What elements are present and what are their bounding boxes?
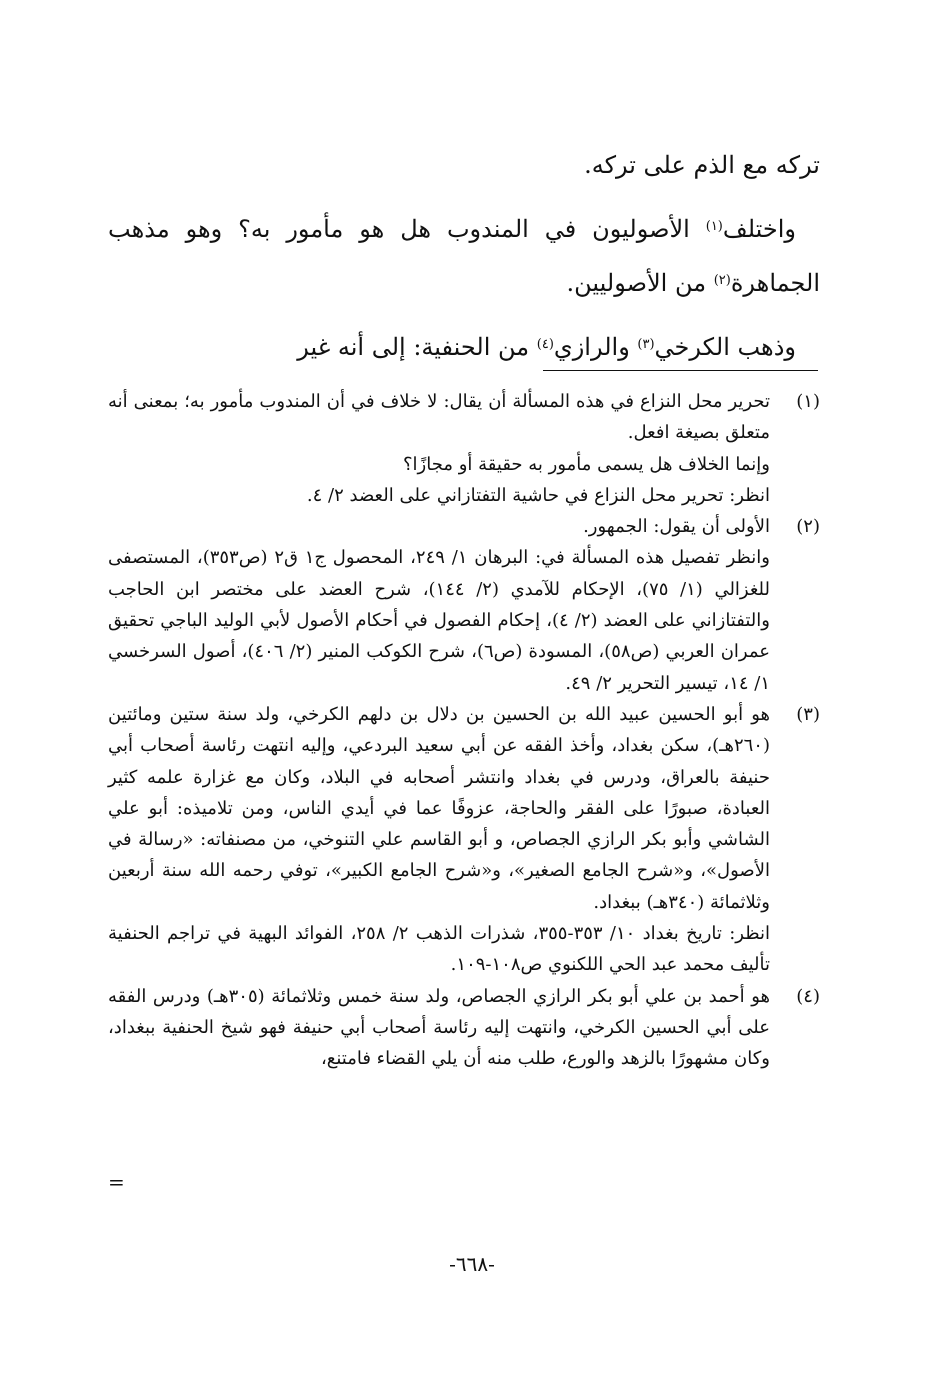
footnote-number: (٤) <box>796 985 820 1007</box>
footnote-4 <box>108 981 820 1075</box>
footnote-ref-1[interactable]: (١) <box>705 219 723 234</box>
footnote-number: (٢) <box>796 516 820 538</box>
main-paragraph-3 <box>108 320 820 374</box>
main-text <box>108 138 820 374</box>
footnote-3 <box>108 699 820 981</box>
main-text-span: الأصوليون في المندوب هل هو مأمور به؟ وهو مذهب الجماهرة <box>108 215 820 297</box>
footnote-paragraph: وانظر تفصيل هذه المسألة في: البرهان ١/ ٢٤٩، المحصول ج١ ق٢ (ص٣٥٣)، المستصفى للغزالي (١/ ٧٥)، الإحكام للآمدي (٢/ ١٤٤)، شرح العضد على مختصر ابن الحاجب والتفتازاني على العضد (٢/ ٤)، إحكام الفصول في أحكام الأصول لأبي الوليد الباجي تحقيق عمران العربي (ص٥٨)، المسودة (ص٦)، شرح الكوكب المنير (٢/ ٤٠٦)، أصول السرخسي ١/ ١٤، تيسير التحرير ٢/ ٤٩. <box>108 547 771 694</box>
footnote-ref-4[interactable]: (٤) <box>536 337 554 352</box>
footnote-1 <box>108 386 820 511</box>
main-text-span: من الحنفية: إلى أنه غير <box>297 333 537 361</box>
footnote-paragraph: هو أبو الحسين عبيد الله بن الحسين بن دلال بن دلهم الكرخي، ولد سنة ستين ومائتين (٢٦٠هـ)، سكن بغداد، وأخذ الفقه عن أبي سعيد البردعي، وإليه انتهت رئاسة أصحاب أبي حنيفة بالعراق، ودرس في بغداد وانتشر أصحابه في البلاد، وكان مع غزارة علمه كثير العبادة، صبورًا على الفقر والحاجة، عزوفًا عما في أيدي الناس، ومن تلاميذه: أبو علي الشاشي وأبو بكر الرازي الجصاص، و أبو القاسم علي التنوخي، من مصنفاته: «رسالة في الأصول»، و«شرح الجامع الصغير»، و«شرح الجامع الكبير»، توفي رحمه الله سنة أربعين وثلاثمائة (٣٤٠هـ) ببغداد. <box>108 703 770 913</box>
footnote-paragraph: الأولى أن يقول: الجمهور. <box>583 516 770 538</box>
main-text-span: واختلف <box>722 215 796 243</box>
page-number: -٦٦٨- <box>449 1252 495 1276</box>
footnotes <box>108 386 820 1075</box>
main-text-span: من الأصوليين. <box>566 269 714 297</box>
footnote-separator <box>543 370 818 371</box>
main-text-span: والرازي <box>553 333 638 361</box>
main-text-span: وذهب الكرخي <box>654 333 796 361</box>
footnote-number: (٣) <box>796 703 820 725</box>
footnote-2 <box>108 511 820 699</box>
footnote-paragraph: انظر: تاريخ بغداد ١٠/ ٣٥٣-٣٥٥، شذرات الذهب ٢/ ٢٥٨، الفوائد البهية في تراجم الحنفية تأليف محمد عبد الحي اللكنوي ص١٠٨-١٠٩. <box>108 923 770 976</box>
footnote-paragraph: هو أحمد بن علي أبو بكر الرازي الجصاص، ولد سنة خمس وثلاثمائة (٣٠٥هـ) ودرس الفقه على أبي الحسين الكرخي، وانتهت إليه رئاسة أصحاب أبي حنيفة فهو شيخ الحنفية ببغداد، وكان مشهورًا بالزهد والورع، طلب منه أن يلي القضاء فامتنع، <box>108 985 771 1070</box>
footnote-ref-3[interactable]: (٣) <box>637 337 655 352</box>
footnote-ref-2[interactable]: (٢) <box>713 273 731 288</box>
main-paragraph-1: تركه مع الذم على تركه. <box>584 151 820 179</box>
main-paragraph-2 <box>108 202 820 310</box>
footnote-paragraph: انظر: تحرير محل النزاع في حاشية التفتازاني على العضد ٢/ ٤. <box>306 484 770 506</box>
footnote-number: (١) <box>796 391 820 412</box>
continuation-mark: = <box>108 1170 125 1194</box>
footnote-paragraph: تحرير محل النزاع في هذه المسألة أن يقال: لا خلاف في أن المندوب مأمور به؛ بمعنى أنه متعلق بصيغة افعل. <box>108 391 770 444</box>
footnote-paragraph: وإنما الخلاف هل يسمى مأمور به حقيقة أو مجازًا؟ <box>403 453 770 475</box>
